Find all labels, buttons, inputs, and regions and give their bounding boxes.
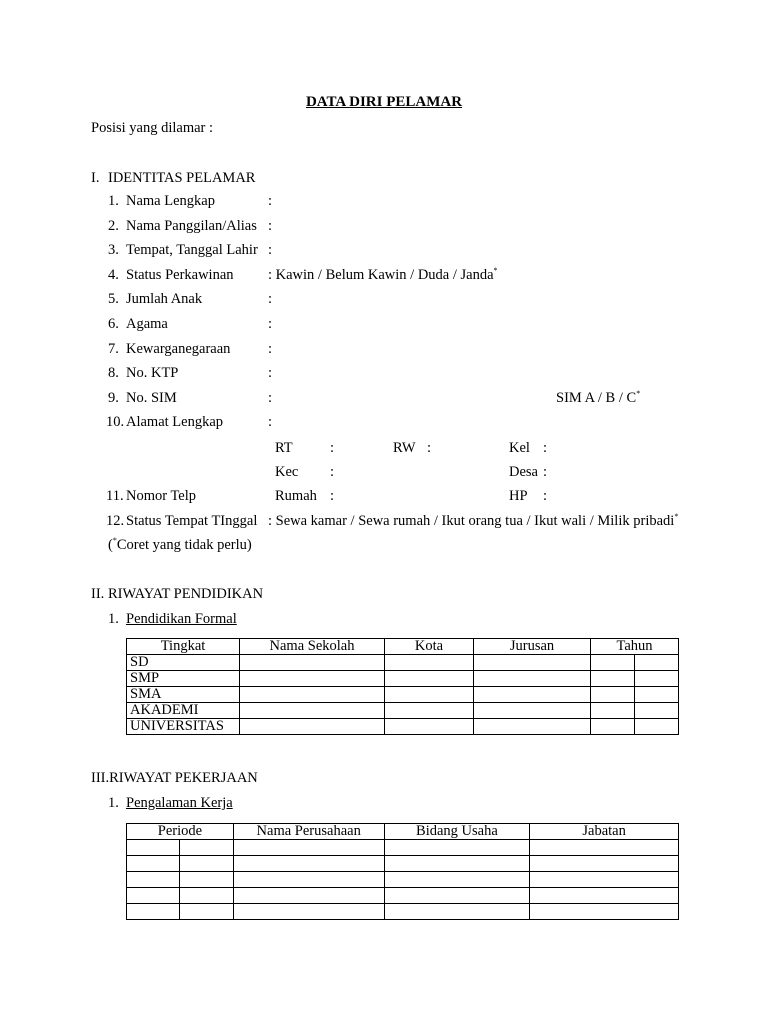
education-input-cell[interactable]: [591, 671, 635, 687]
education-input-cell[interactable]: [385, 671, 474, 687]
table-row: [127, 856, 679, 872]
work-input-cell[interactable]: [233, 904, 384, 920]
education-input-cell[interactable]: [240, 687, 385, 703]
address-rw-colon: :: [427, 440, 432, 456]
table-row: [127, 671, 679, 687]
work-input-cell[interactable]: [179, 888, 233, 904]
education-input-cell[interactable]: [635, 687, 679, 703]
table-row: [127, 888, 679, 904]
item-8-label: No. KTP: [126, 365, 179, 381]
education-input-cell[interactable]: [385, 687, 474, 703]
item-6-label: Agama: [126, 316, 168, 332]
education-input-cell[interactable]: [385, 703, 474, 719]
item-5-label: Jumlah Anak: [126, 291, 203, 307]
address-kec-colon: :: [330, 464, 335, 480]
item-12-value: : Sewa kamar / Sewa rumah / Ikut orang tua / Ikut wali / Milik pribadi*: [268, 512, 679, 529]
work-table-header: [127, 824, 679, 840]
education-input-cell[interactable]: [240, 655, 385, 671]
work-experience-table: [126, 823, 679, 920]
address-desa-label: Desa: [509, 464, 538, 480]
education-input-cell[interactable]: [591, 655, 635, 671]
item-1-number: 1.: [108, 193, 119, 209]
header-periode: Periode: [127, 824, 234, 840]
item-12-number: 12.: [106, 513, 125, 529]
item-2-number: 2.: [108, 218, 119, 234]
item-5-field[interactable]: [268, 291, 272, 307]
education-level-cell: SMA: [127, 687, 240, 703]
work-input-cell[interactable]: [530, 872, 679, 888]
work-input-cell[interactable]: [179, 840, 233, 856]
work-input-cell[interactable]: [127, 856, 180, 872]
subsection-experience-label: Pengalaman Kerja: [126, 795, 233, 811]
item-9-field[interactable]: [268, 390, 272, 406]
work-input-cell[interactable]: [233, 872, 384, 888]
item-5-number: 5.: [108, 291, 119, 307]
footnote: (*Coret yang tidak perlu): [108, 536, 252, 553]
education-table: [126, 638, 679, 735]
item-12-label: Status Tempat TInggal: [126, 513, 258, 529]
table-row: [127, 703, 679, 719]
section-1-number: I.: [91, 170, 100, 186]
item-1-value: :: [268, 193, 273, 209]
item-4-number: 4.: [108, 267, 119, 283]
education-table-header: [127, 639, 679, 655]
item-1-label: Nama Lengkap: [126, 193, 215, 209]
subsection-formal-number: 1.: [108, 611, 119, 627]
education-input-cell[interactable]: [240, 719, 385, 735]
item-2-value: :: [268, 218, 273, 234]
item-10-value: :: [268, 414, 273, 430]
item-2-label: Nama Panggilan/Alias: [126, 218, 257, 234]
item-11-label: Nomor Telp: [126, 488, 197, 504]
header-jabatan: Jabatan: [530, 824, 679, 840]
work-input-cell[interactable]: [179, 856, 233, 872]
education-input-cell[interactable]: [591, 719, 635, 735]
table-row: [127, 904, 679, 920]
work-input-cell[interactable]: [530, 888, 679, 904]
item-7-field[interactable]: [268, 341, 272, 357]
item-10-field[interactable]: [268, 414, 272, 430]
header-nama-sekolah: Nama Sekolah: [240, 639, 385, 655]
education-input-cell[interactable]: [385, 655, 474, 671]
education-level-cell: AKADEMI: [127, 703, 240, 719]
header-tingkat: Tingkat: [127, 639, 240, 655]
item-2-field[interactable]: [268, 218, 272, 234]
phone-home-colon: :: [330, 488, 335, 504]
work-input-cell[interactable]: [384, 856, 530, 872]
work-input-cell[interactable]: [233, 888, 384, 904]
education-input-cell[interactable]: [635, 671, 679, 687]
address-rw-label: RW: [393, 440, 416, 456]
address-kec-label: Kec: [275, 464, 299, 480]
work-input-cell[interactable]: [384, 872, 530, 888]
section-2-number: II.: [91, 586, 105, 602]
phone-hp-label: HP: [509, 488, 528, 504]
subsection-formal-label: Pendidikan Formal: [126, 611, 237, 627]
education-input-cell[interactable]: [591, 687, 635, 703]
item-4-label: Status Perkawinan: [126, 267, 234, 283]
phone-hp-colon: :: [543, 488, 548, 504]
table-row: [127, 687, 679, 703]
education-input-cell[interactable]: [474, 671, 591, 687]
item-4-value: : Kawin / Belum Kawin / Duda / Janda: [268, 267, 494, 283]
education-input-cell[interactable]: [240, 671, 385, 687]
item-7-number: 7.: [108, 341, 119, 357]
table-row: [127, 655, 679, 671]
work-input-cell[interactable]: [233, 840, 384, 856]
address-desa-colon: :: [543, 464, 548, 480]
item-3-field[interactable]: [268, 242, 272, 258]
item-10-number: 10.: [106, 414, 125, 430]
item-7-label: Kewarganegaraan: [126, 341, 231, 357]
subsection-experience-number: 1.: [108, 795, 119, 811]
header-nama-perusahaan: Nama Perusahaan: [233, 824, 384, 840]
table-row: [127, 719, 679, 735]
address-rt-label: RT: [275, 440, 293, 456]
item-6-number: 6.: [108, 316, 119, 332]
item-3-label: Tempat, Tanggal Lahir: [126, 242, 258, 258]
education-input-cell[interactable]: [474, 687, 591, 703]
item-8-number: 8.: [108, 365, 119, 381]
education-input-cell[interactable]: [635, 655, 679, 671]
work-input-cell[interactable]: [384, 840, 530, 856]
education-level-cell: UNIVERSITAS: [127, 719, 240, 735]
section-2-heading: RIWAYAT PENDIDIKAN: [108, 586, 264, 602]
section-3-heading: III.RIWAYAT PEKERJAAN: [91, 770, 258, 786]
address-rt-colon: :: [330, 440, 335, 456]
phone-home-label: Rumah: [275, 488, 317, 504]
page-title: DATA DIRI PELAMAR: [305, 94, 463, 110]
work-input-cell[interactable]: [530, 904, 679, 920]
item-11-number: 11.: [106, 488, 124, 504]
header-jurusan: Jurusan: [474, 639, 591, 655]
education-input-cell[interactable]: [474, 655, 591, 671]
asterisk-mark: *: [493, 266, 498, 276]
education-level-cell: SD: [127, 655, 240, 671]
address-kel-colon: :: [543, 440, 548, 456]
item-9-label: No. SIM: [126, 390, 177, 406]
work-input-cell[interactable]: [127, 888, 180, 904]
table-row: [127, 872, 679, 888]
education-input-cell[interactable]: [635, 719, 679, 735]
item-3-value: :: [268, 242, 273, 258]
education-input-cell[interactable]: [474, 719, 591, 735]
education-input-cell[interactable]: [240, 703, 385, 719]
header-bidang-usaha: Bidang Usaha: [384, 824, 530, 840]
item-3-number: 3.: [108, 242, 119, 258]
sim-options: SIM A / B / C*: [556, 389, 641, 406]
work-input-cell[interactable]: [127, 840, 180, 856]
work-input-cell[interactable]: [179, 872, 233, 888]
item-5-value: :: [268, 291, 273, 307]
education-input-cell[interactable]: [385, 719, 474, 735]
education-input-cell[interactable]: [635, 703, 679, 719]
work-input-cell[interactable]: [127, 872, 180, 888]
item-7-value: :: [268, 341, 273, 357]
work-input-cell[interactable]: [384, 888, 530, 904]
work-input-cell[interactable]: [384, 904, 530, 920]
item-4-field[interactable]: [268, 267, 498, 283]
item-1-field[interactable]: [268, 193, 272, 209]
item-6-value: :: [268, 316, 273, 332]
item-9-value: :: [268, 390, 273, 406]
header-kota: Kota: [385, 639, 474, 655]
position-applied-label: Posisi yang dilamar :: [91, 120, 214, 136]
work-input-cell[interactable]: [530, 856, 679, 872]
table-row: [127, 840, 679, 856]
work-input-cell[interactable]: [530, 840, 679, 856]
item-6-field[interactable]: [268, 316, 272, 332]
section-1-heading: IDENTITAS PELAMAR: [108, 170, 256, 186]
education-input-cell[interactable]: [591, 703, 635, 719]
item-8-field[interactable]: [268, 365, 272, 381]
education-level-cell: SMP: [127, 671, 240, 687]
work-input-cell[interactable]: [233, 856, 384, 872]
address-kel-label: Kel: [509, 440, 530, 456]
header-tahun: Tahun: [591, 639, 679, 655]
item-9-number: 9.: [108, 390, 119, 406]
work-input-cell[interactable]: [179, 904, 233, 920]
item-8-value: :: [268, 365, 273, 381]
education-input-cell[interactable]: [474, 703, 591, 719]
item-10-label: Alamat Lengkap: [126, 414, 224, 430]
work-input-cell[interactable]: [127, 904, 180, 920]
